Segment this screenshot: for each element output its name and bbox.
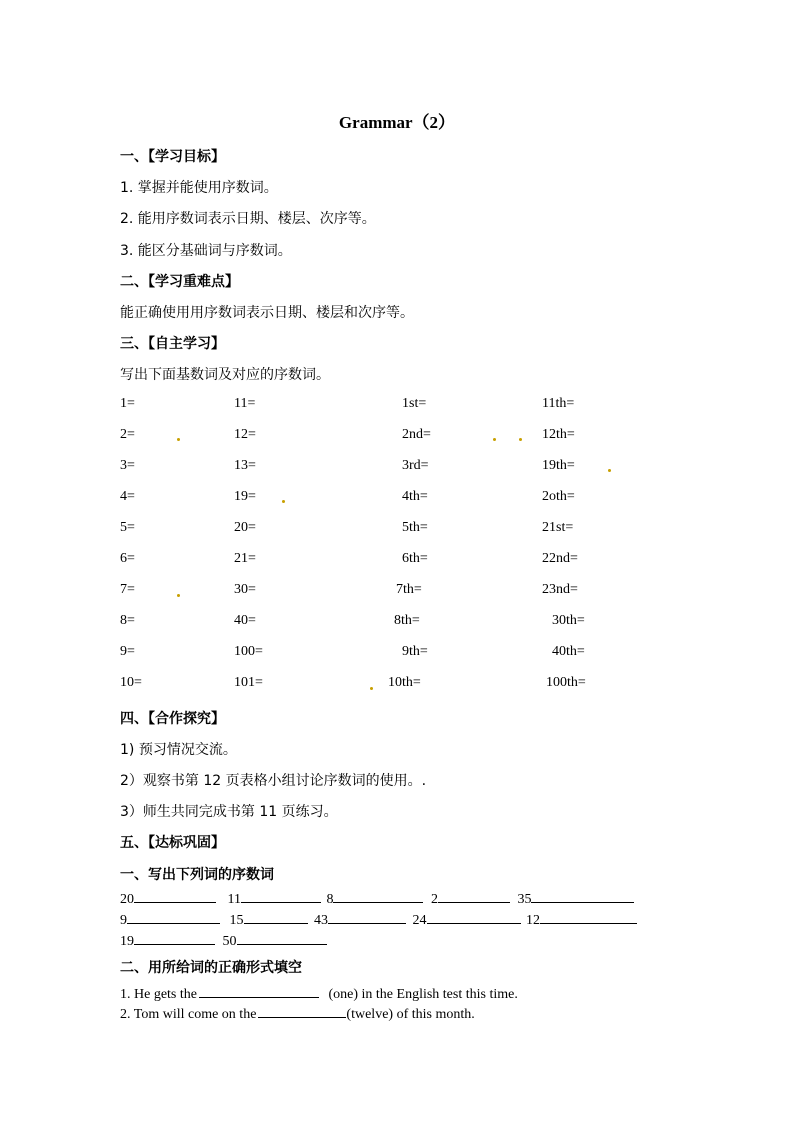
stray-mark [608,469,611,472]
answer-blank[interactable] [127,911,220,924]
exercise-1-heading: 一、写出下列词的序数词 [120,867,274,883]
answer-blank[interactable] [333,890,423,903]
answer-blank[interactable] [328,911,406,924]
ordinal-2: 19th= [542,458,575,473]
ordinal-1: 7th= [396,582,422,597]
ordinal-1: 2nd= [402,427,431,442]
ordinal-1: 5th= [402,520,428,535]
number-prompt: 12 [526,913,540,928]
sentence-end: (twelve) of this month. [346,1007,475,1022]
section-5-heading: 五、【达标巩固】 [120,835,225,851]
ordinal-2: 2oth= [542,489,575,504]
ordinal-1: 9th= [402,644,428,659]
cardinal-2: 101= [234,675,263,690]
sentence-end: (one) in the English test this time. [324,987,518,1002]
goal-item-1: 1. 掌握并能使用序数词。 [120,180,278,196]
cardinal-2: 19= [234,489,256,504]
number-prompt: 19 [120,934,134,949]
ordinal-1: 3rd= [402,458,429,473]
ordinal-2: 21st= [542,520,574,535]
cardinal-1: 10= [120,675,142,690]
number-prompt: 8 [326,892,334,907]
answer-blank[interactable] [241,890,321,903]
answer-blank[interactable] [438,890,510,903]
answer-blank[interactable] [531,890,634,903]
cardinal-2: 21= [234,551,256,566]
stray-mark [282,500,285,503]
section-1-heading: 一、【学习目标】 [120,149,225,165]
section-4-heading: 四、【合作探究】 [120,711,225,727]
ordinal-1: 6th= [402,551,428,566]
exercise-2-heading: 二、用所给词的正确形式填空 [120,960,302,976]
answer-blank[interactable] [540,911,637,924]
sentence-start: 1. He gets the [120,987,197,1002]
page-title: Grammar（2） [338,113,456,132]
stray-mark [370,687,373,690]
number-prompt: 20 [120,892,134,907]
table-row [120,489,640,520]
section-2-heading: 二、【学习重难点】 [120,274,239,290]
cardinal-2: 100= [234,644,263,659]
ordinal-1: 10th= [388,675,421,690]
cardinal-1: 5= [120,520,135,535]
cardinal-2: 20= [234,520,256,535]
answer-blank[interactable] [427,911,521,924]
number-prompt: 43 [314,913,328,928]
table-row [120,582,640,613]
cardinal-1: 9= [120,644,135,659]
ordinal-1: 8th= [394,613,420,628]
cardinal-2: 30= [234,582,256,597]
number-table [120,396,640,706]
answer-blank[interactable] [258,1005,346,1018]
coop-item-1: 1) 预习情况交流。 [120,742,237,758]
answer-blank[interactable] [244,911,308,924]
ordinal-2: 100th= [546,675,586,690]
fill-row-1 [120,890,634,908]
number-prompt: 11 [227,892,241,907]
ordinal-2: 23nd= [542,582,578,597]
goal-item-2: 2. 能用序数词表示日期、楼层、次序等。 [120,211,376,227]
ordinal-2: 12th= [542,427,575,442]
number-prompt: 9 [120,913,127,928]
table-row [120,613,640,644]
table-row [120,520,640,551]
fill-row-2 [120,911,637,929]
number-prompt: 15 [229,913,244,928]
answer-blank[interactable] [134,932,215,945]
table-row [120,675,640,706]
table-row [120,644,640,675]
goal-item-3: 3. 能区分基础词与序数词。 [120,243,292,259]
cardinal-1: 6= [120,551,135,566]
ordinal-2: 22nd= [542,551,578,566]
self-study-instruction: 写出下面基数词及对应的序数词。 [120,367,330,383]
stray-mark [177,438,180,441]
cardinal-2: 13= [234,458,256,473]
cardinal-2: 12= [234,427,256,442]
table-row [120,458,640,489]
sentence-start: 2. Tom will come on the [120,1007,257,1022]
table-row [120,396,640,427]
cardinal-1: 3= [120,458,135,473]
number-prompt: 24 [412,913,427,928]
ordinal-2: 40th= [552,644,585,659]
ordinal-2: 11th= [542,396,575,411]
section-3-heading: 三、【自主学习】 [120,336,225,352]
cardinal-1: 7= [120,582,135,597]
coop-item-2: 2）观察书第 12 页表格小组讨论序数词的使用。. [120,773,427,789]
ordinal-2: 30th= [552,613,585,628]
ordinal-1: 4th= [402,489,428,504]
key-point-text: 能正确使用用序数词表示日期、楼层和次序等。 [120,305,414,321]
sentence-1 [120,985,518,1003]
answer-blank[interactable] [199,985,319,998]
cardinal-2: 11= [234,396,256,411]
answer-blank[interactable] [134,890,216,903]
number-prompt: 2 [430,892,438,907]
stray-mark [493,438,496,441]
cardinal-1: 8= [120,613,135,628]
fill-row-3 [120,932,327,950]
cardinal-1: 4= [120,489,135,504]
number-prompt: 35 [517,892,532,907]
coop-item-3: 3）师生共同完成书第 11 页练习。 [120,804,338,820]
ordinal-1: 1st= [402,396,427,411]
answer-blank[interactable] [237,932,327,945]
number-prompt: 50 [222,934,237,949]
cardinal-2: 40= [234,613,256,628]
cardinal-1: 1= [120,396,135,411]
sentence-2 [120,1005,475,1023]
table-row [120,551,640,582]
table-row [120,427,640,458]
stray-mark [177,594,180,597]
stray-mark [519,438,522,441]
cardinal-1: 2= [120,427,135,442]
